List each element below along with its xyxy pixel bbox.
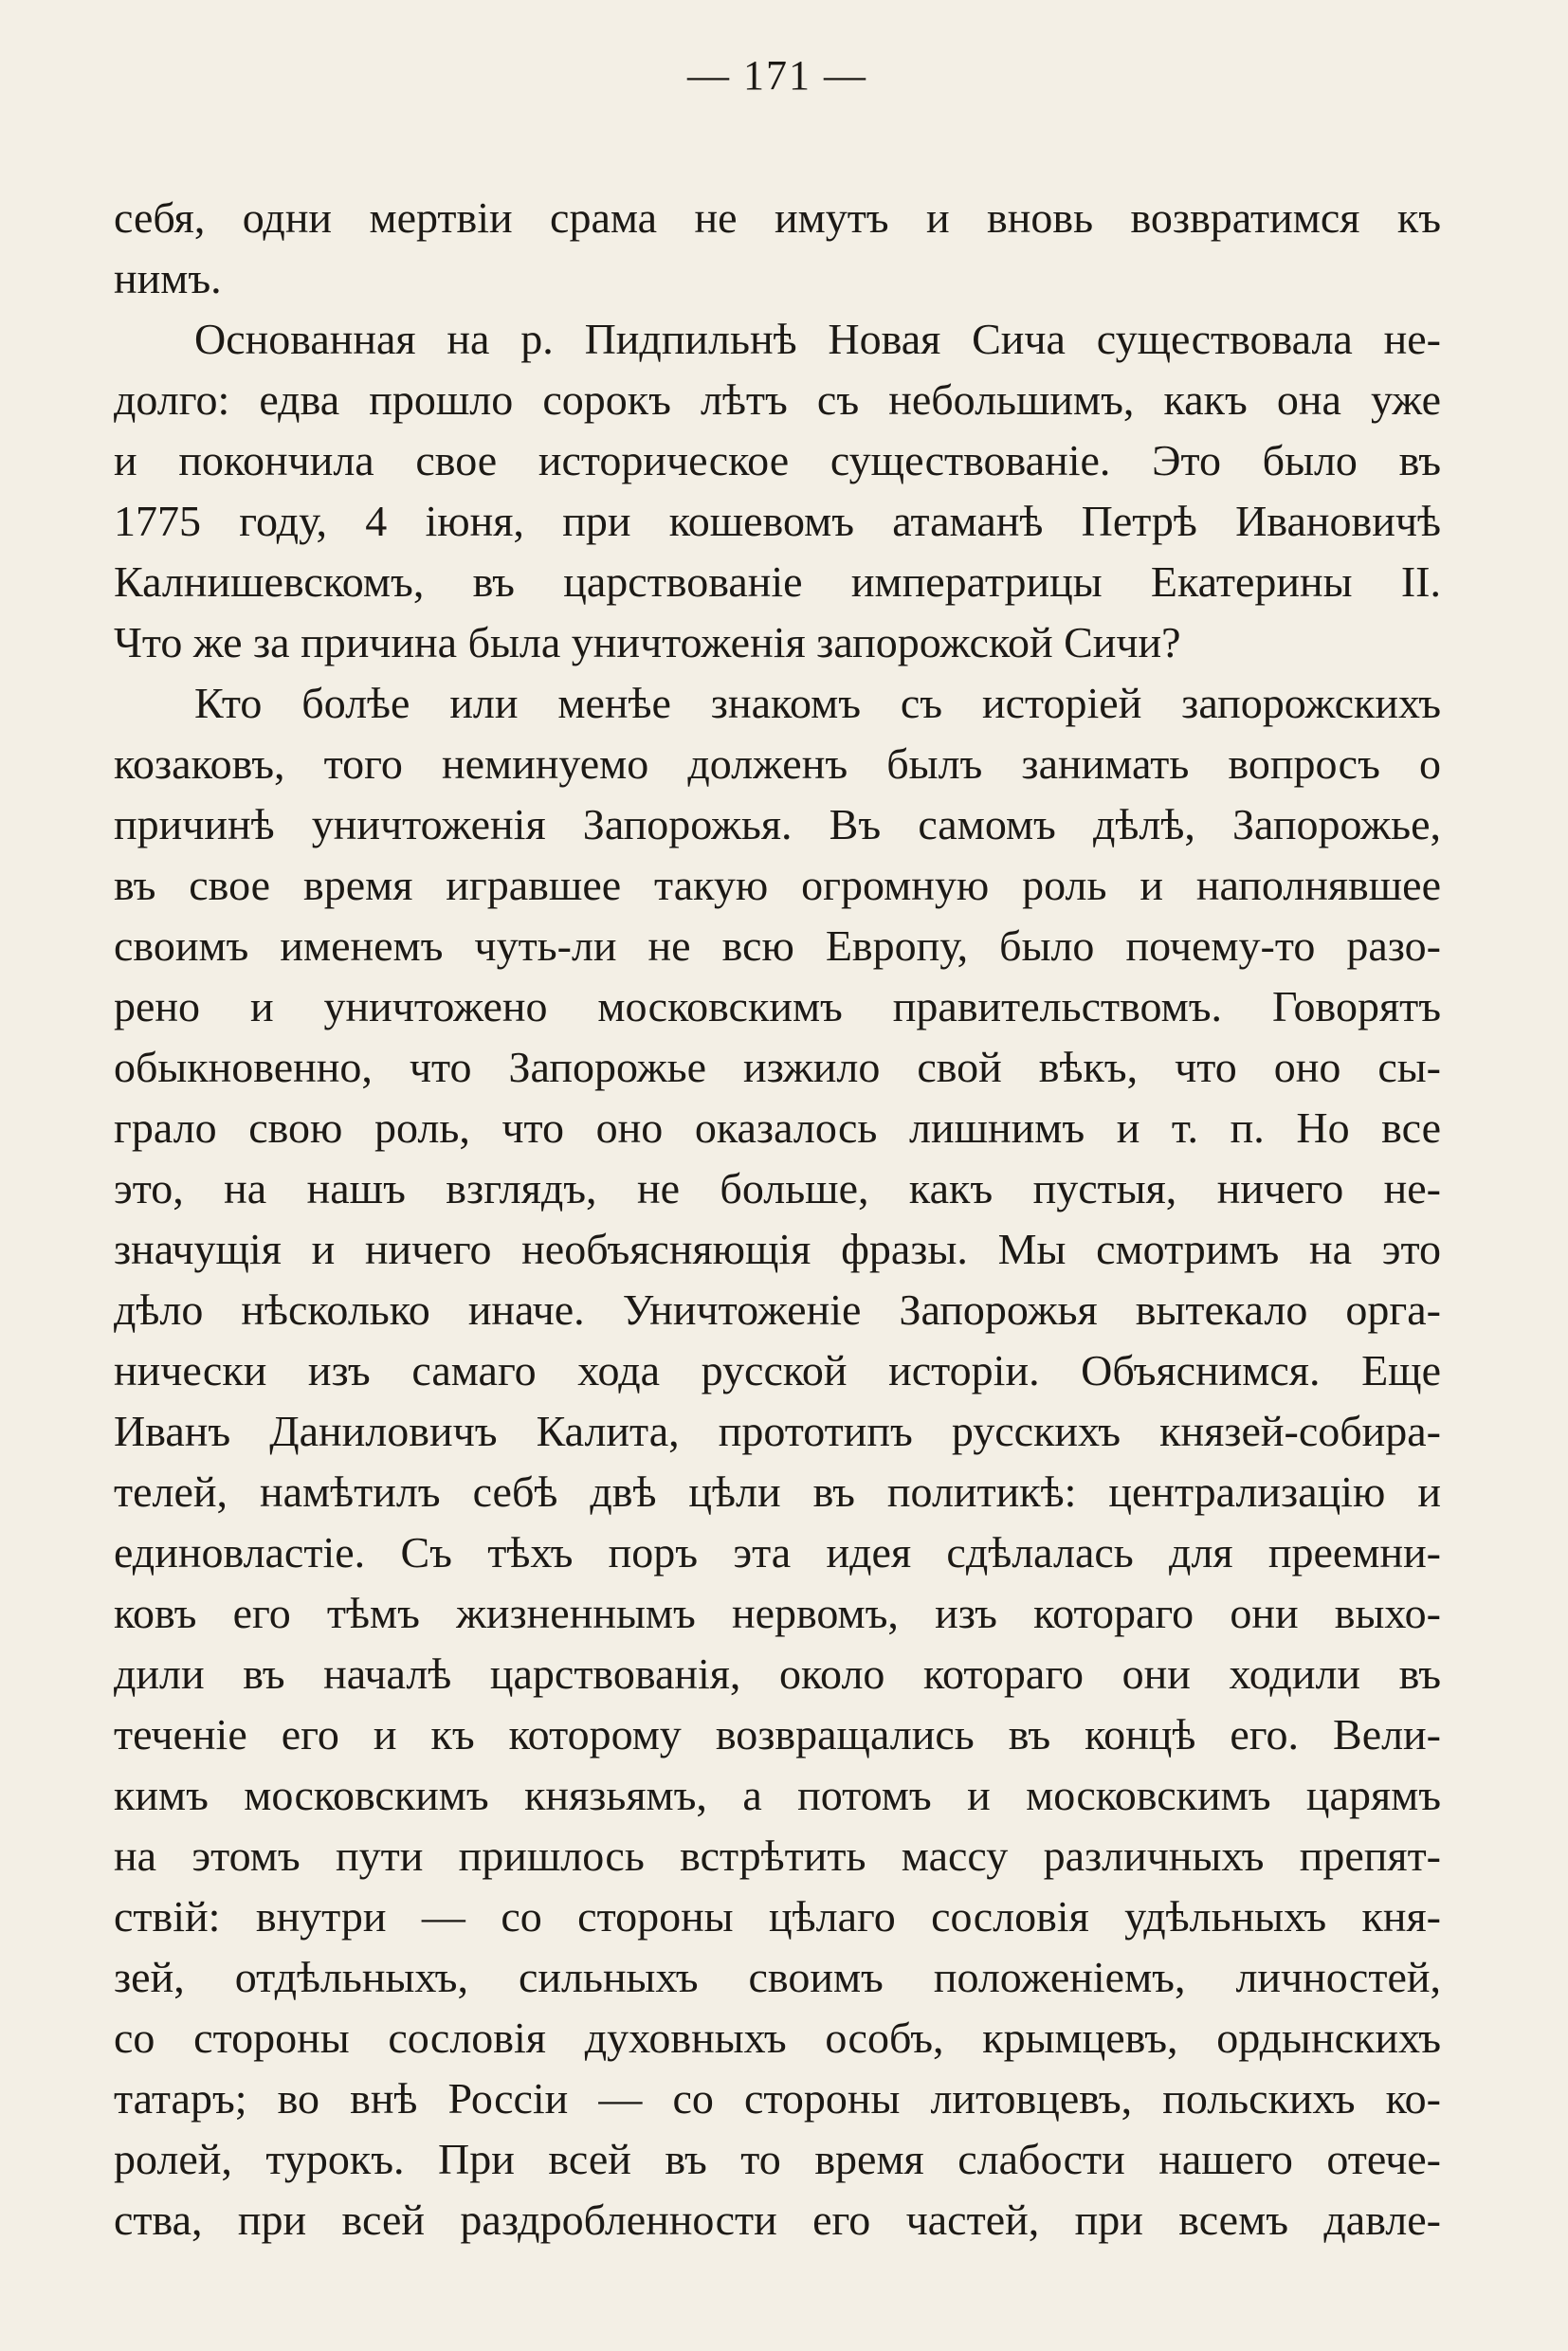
text-line: дѣло нѣсколько иначе. Уничтоженiе Запорожья вытекало орга-: [114, 1285, 1441, 1334]
text-line: козаковъ, того неминуемо долженъ былъ занимать вопросъ о: [114, 739, 1441, 788]
text-line: это, на нашъ взглядъ, не больше, какъ пустыя, ничего не-: [114, 1164, 1441, 1212]
text-line: Что же за причина была уничтоженiя запорожской Сичи?: [114, 618, 1181, 666]
page-number-text: — 171 —: [687, 52, 867, 99]
text-line: себя, одни мертвiи срама не имутъ и вновь возвратимся къ: [114, 193, 1441, 242]
text-line: рено и уничтожено московскимъ правительствомъ. Говорятъ: [114, 982, 1441, 1030]
text-line: единовластiе. Съ тѣхъ поръ эта идея сдѣлалась для преемни-: [114, 1528, 1441, 1576]
text-line: въ свое время игравшее такую огромную роль и наполнявшее: [114, 861, 1441, 909]
text-line: Иванъ Даниловичъ Калита, прототипъ русскихъ князей-собира-: [114, 1407, 1441, 1455]
text-line: значущiя и ничего необъясняющiя фразы. Мы смотримъ на это: [114, 1225, 1441, 1273]
paragraph-3: [114, 673, 1441, 2251]
text-line: кимъ московскимъ князьямъ, а потомъ и московскимъ царямъ: [114, 1771, 1441, 1819]
paragraph-2: [114, 309, 1441, 673]
text-line: обыкновенно, что Запорожье изжило свой вѣкъ, что оно сы-: [114, 1043, 1441, 1091]
text-line: нически изъ самаго хода русской исторiи. Объяснимся. Еще: [114, 1346, 1441, 1394]
text-line: Калнишевскомъ, въ царствованiе императрицы Екатерины II.: [114, 557, 1441, 606]
page-number: [114, 49, 1441, 102]
text-line: зей, отдѣльныхъ, сильныхъ своимъ положенiемъ, личностей,: [114, 1953, 1441, 2001]
text-line: Кто болѣе или менѣе знакомъ съ исторiей запорожскихъ: [194, 679, 1441, 727]
text-line: ства, при всей раздробленности его частей, при всемъ давле-: [114, 2196, 1441, 2244]
text-line: телей, намѣтилъ себѣ двѣ цѣли въ политикѣ: централизацiю и: [114, 1467, 1441, 1516]
text-line: на этомъ пути пришлось встрѣтить массу различныхъ препят-: [114, 1832, 1441, 1880]
text-line: 1775 году, 4 iюня, при кошевомъ атаманѣ Петрѣ Ивановичѣ: [114, 497, 1441, 545]
text-line: долго: едва прошло сорокъ лѣтъ съ небольшимъ, какъ она уже: [114, 375, 1441, 424]
text-line: ролей, турокъ. При всей въ то время слабости нашего отече-: [114, 2135, 1441, 2183]
text-line: причинѣ уничтоженiя Запорожья. Въ самомъ дѣлѣ, Запорожье,: [114, 800, 1441, 848]
text-line: нимъ.: [114, 254, 222, 302]
text-line: и покончила свое историческое существованiе. Это было въ: [114, 436, 1441, 484]
paragraph-1: [114, 188, 1441, 309]
text-line: татаръ; во внѣ Россiи — со стороны литовцевъ, польскихъ ко-: [114, 2074, 1441, 2123]
text-line: дили въ началѣ царствованiя, около котораго они ходили въ: [114, 1649, 1441, 1698]
text-line: ствiй: внутри — со стороны цѣлаго сословiя удѣльныхъ кня-: [114, 1892, 1441, 1941]
text-line: Основанная на р. Пидпильнѣ Новая Сича существовала не-: [194, 315, 1441, 363]
text-line: со стороны сословiя духовныхъ особъ, крымцевъ, ордынскихъ: [114, 2014, 1441, 2062]
text-line: ковъ его тѣмъ жизненнымъ нервомъ, изъ котораго они выхо-: [114, 1589, 1441, 1637]
text-line: грало свою роль, что оно оказалось лишнимъ и т. п. Но все: [114, 1103, 1441, 1152]
text-line: своимъ именемъ чуть-ли не всю Европу, было почему-то разо-: [114, 921, 1441, 970]
body-text: [114, 188, 1441, 2251]
text-line: теченiе его и къ которому возвращались въ концѣ его. Вели-: [114, 1710, 1441, 1759]
